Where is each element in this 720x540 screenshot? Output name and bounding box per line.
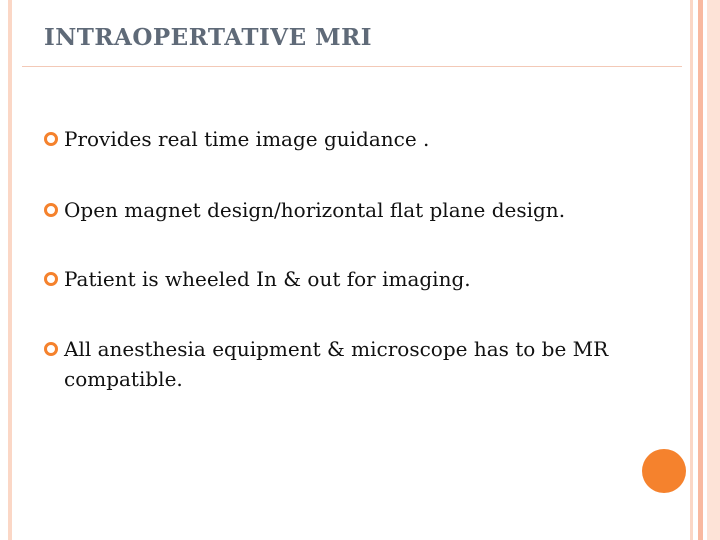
title-divider: [22, 66, 682, 67]
bullet-item: [44, 124, 674, 154]
bullet-ring-icon: [44, 272, 58, 286]
bullet-text: All anesthesia equipment & microscope has to be MR compatible.: [64, 337, 609, 391]
bullet-ring-icon: [44, 132, 58, 146]
bullet-ring-icon: [44, 342, 58, 356]
bullet-text: Patient is wheeled In & out for imaging.: [64, 267, 471, 291]
bullet-text: Open magnet design/horizontal flat plane design.: [64, 198, 566, 222]
left-decorative-stripe: [0, 0, 20, 540]
orange-circle-icon: [642, 449, 686, 493]
right-decorative-stripe: [682, 0, 720, 540]
bullet-item: [44, 195, 674, 225]
bullet-ring-icon: [44, 203, 58, 217]
slide-title: INTRAOPERTATIVE MRI: [44, 24, 372, 51]
bullet-item: [44, 264, 674, 294]
bullet-item: [44, 334, 674, 394]
bullet-text: Provides real time image guidance .: [64, 127, 430, 151]
